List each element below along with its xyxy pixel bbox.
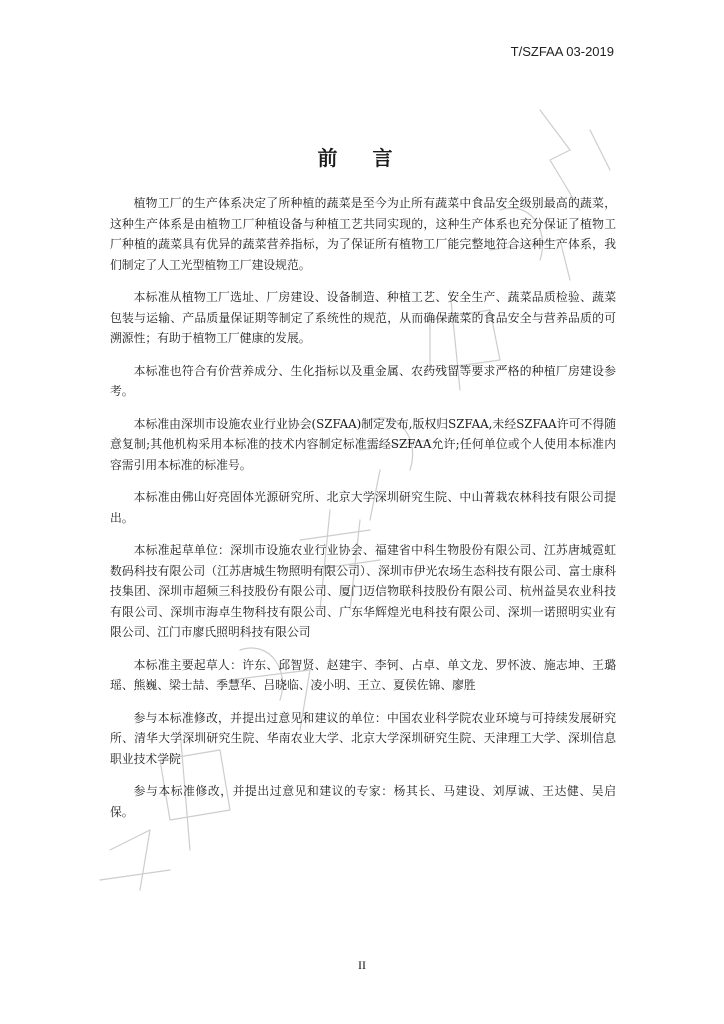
paragraph-copyright: 本标准由深圳市设施农业行业协会(SZFAA)制定发布,版权归SZFAA,未经SZFAA许可不得随意复制;其他机构采用本标准的技术内容制定标准需经SZFAA允许;任何单位或个人使用本标准内容需引用本标准的标准号。 xyxy=(110,416,616,472)
paragraph-proposers: 本标准由佛山好亮固体光源研究所、北京大学深圳研究生院、中山菁栽农林科技有限公司提出。 xyxy=(110,490,616,525)
paragraph-intro: 植物工厂的生产体系决定了所种植的蔬菜是至今为止所有蔬菜中食品安全级别最高的蔬菜，这种生产体系是由植物工厂种植设备与种植工艺共同实现的，这种生产体系也充分保证了植物工厂种植的蔬菜具有优异的蔬菜营养指标，为了保证所有植物工厂能完整地符合这种生产体系，我们制定了人工光型植物工厂建设规范。 xyxy=(110,196,616,272)
paragraph-reference: 本标准也符合有价营养成分、生化指标以及重金属、农药残留等要求严格的种植厂房建设参考。 xyxy=(110,363,616,398)
paragraph-scope: 本标准从植物工厂选址、厂房建设、设备制造、种植工艺、安全生产、蔬菜品质检验、蔬菜包装与运输、产品质量保证期等制定了系统性的规范，从而确保蔬菜的食品安全与营养品质的可溯源性；有助于植物工厂健康的发展。 xyxy=(110,290,616,345)
foreword-body xyxy=(110,193,616,834)
page-number: II xyxy=(358,958,366,972)
paragraph-drafting-units: 本标准起草单位：深圳市设施农业行业协会、福建省中科生物股份有限公司、江苏唐城霓虹数码科技有限公司（江苏唐城生物照明有限公司）、深圳市伊光农场生态科技有限公司、富士康科技集团、深圳市超频三科技股份有限公司、厦门迈信物联科技股份有限公司、杭州益昊农业科技有限公司、深圳市海卓生物科技有限公司、广东华辉煌光电科技有限公司、深圳一诺照明实业有限公司、江门市廖氏照明科技有限公司 xyxy=(110,543,616,639)
paragraph-contributing-units: 参与本标准修改，并提出过意见和建议的单位：中国农业科学院农业环境与可持续发展研究所、清华大学深圳研究生院、华南农业大学、北京大学深圳研究生院、天津理工大学、深圳信息职业技术学院 xyxy=(110,710,616,766)
standard-code: T/SZFAA 03-2019 xyxy=(510,44,614,59)
paragraph-experts: 参与本标准修改，并提出过意见和建议的专家：杨其长、马建设、刘厚诚、王达健、吴启保。 xyxy=(110,784,616,819)
page-title: 前 言 xyxy=(317,146,407,170)
paragraph-drafters: 本标准主要起草人：许东、邱智贤、赵建宇、李钶、占卓、单文龙、罗怀波、施志坤、王璐瑶、熊巍、梁士喆、季慧华、吕晓临、凌小明、王立、夏侯佐锦、廖胜 xyxy=(110,657,616,692)
